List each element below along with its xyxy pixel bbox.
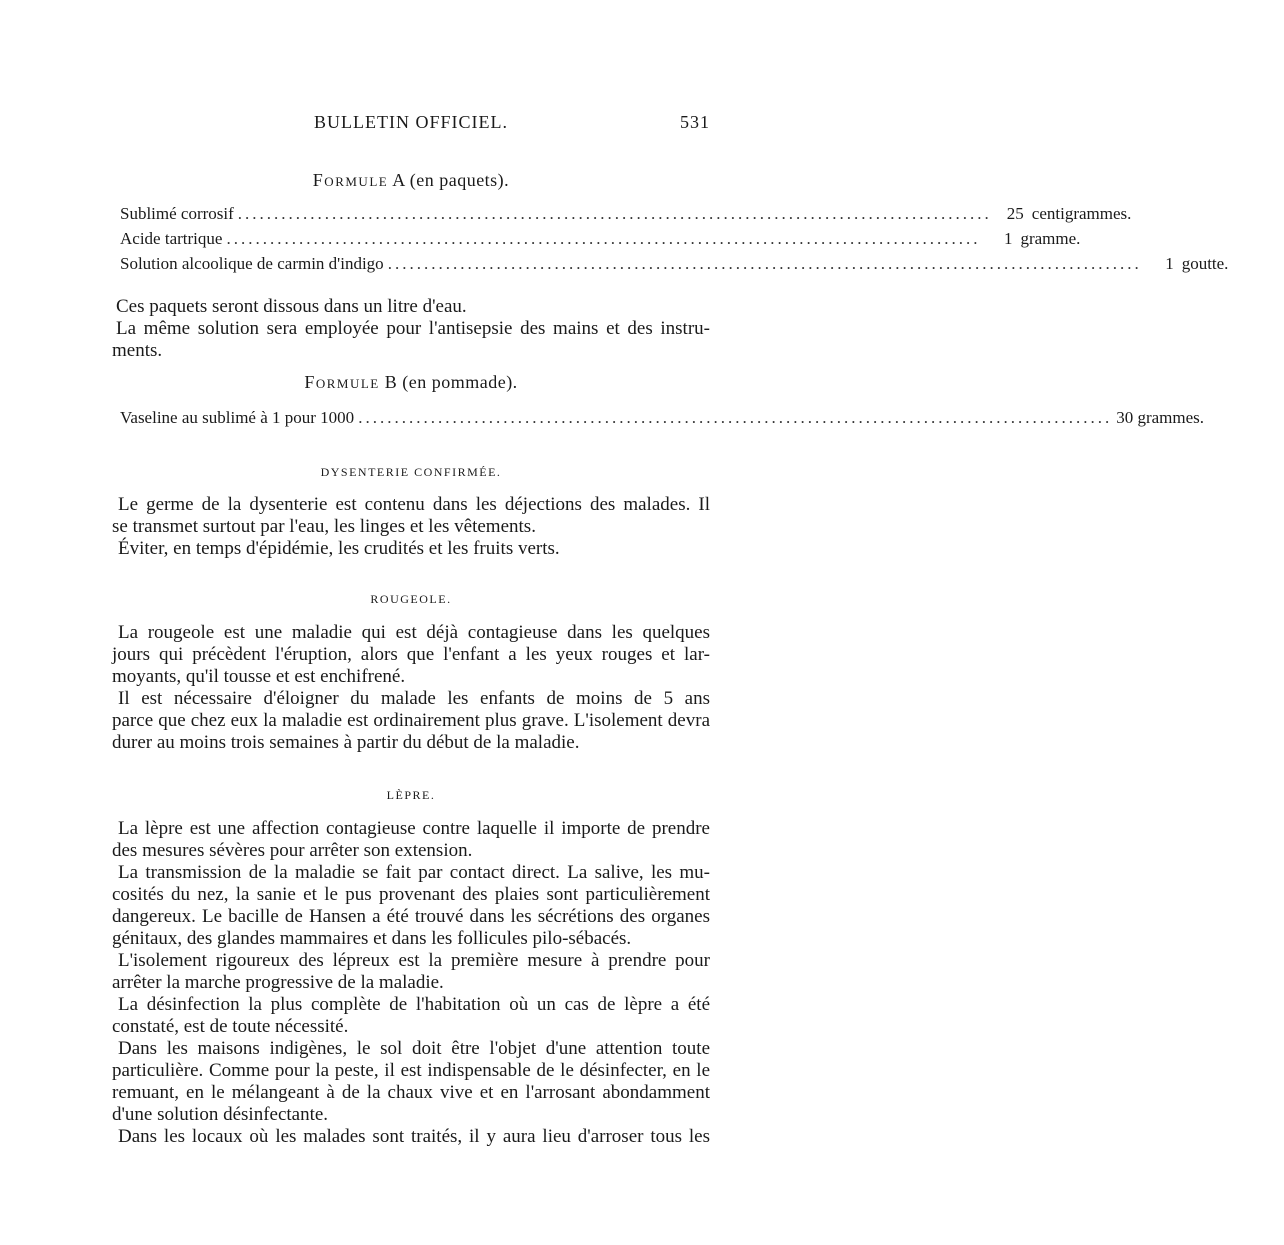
text-line: des mesures sévères pour arrêter son extension. [112, 840, 473, 861]
dot-leader: ........................................................................................................ [358, 408, 1113, 427]
text-line: moyants, qu'il tousse et est enchifrené. [112, 666, 406, 687]
text-line: Éviter, en temps d'épidémie, les crudités et les fruits verts. [118, 538, 560, 559]
text-line: Le germe de la dysenterie est contenu dans les déjections des malades. Il [118, 494, 710, 515]
text-line: L'isolement rigoureux des lépreux est la première mesure à prendre pour [118, 950, 710, 971]
formula-b-heading: Formule B (en pommade). [304, 372, 518, 392]
paragraph-lepre [112, 818, 710, 1148]
text-line: La lèpre est une affection contagieuse contre laquelle il importe de prendre [118, 818, 710, 839]
text-line: cosités du nez, la sanie et le pus provenant des plaies sont particulièrement [112, 884, 710, 905]
text-line: durer au moins trois semaines à partir du début de la maladie. [112, 732, 580, 753]
text-line: Ces paquets seront dissous dans un litre d'eau. [116, 296, 467, 317]
ingredient-label: Sublimé corrosif [120, 204, 234, 223]
ingredient-label: Solution alcoolique de carmin d'indigo [120, 254, 384, 273]
ingredient-quantity: 1 [1165, 254, 1174, 273]
text-line: ments. [112, 340, 163, 361]
ingredient-unit: centigrammes. [1031, 204, 1132, 223]
formula-a-row [120, 204, 1132, 226]
text-line: La même solution sera employée pour l'antisepsie des mains et des instru- [116, 318, 710, 339]
text-line: La transmission de la maladie se fait par contact direct. La salive, les mu- [118, 862, 710, 883]
formula-a-heading: Formule A (en paquets). [312, 170, 510, 190]
text-line: constaté, est de toute nécessité. [112, 1016, 349, 1037]
ingredient-unit: goutte. [1181, 254, 1229, 273]
text-line: parce que chez eux la maladie est ordinairement plus grave. L'isolement devra [112, 710, 710, 731]
text-line: remuant, en le mélangeant à de la chaux vive et en l'arrosant abondamment [112, 1082, 710, 1103]
header-title: BULLETIN OFFICIEL. [314, 112, 508, 132]
text-line: Dans les locaux où les malades sont traités, il y aura lieu d'arroser tous les [118, 1126, 710, 1147]
running-header [112, 112, 710, 136]
section-title-lepre: LÈPRE. [386, 788, 436, 802]
page-number: 531 [680, 112, 710, 132]
text-line: La désinfection la plus complète de l'habitation où un cas de lèpre a été [118, 994, 710, 1015]
text-line: particulière. Comme pour la peste, il est indispensable de le désinfecter, en le [112, 1060, 710, 1081]
formula-a-row [120, 254, 1229, 276]
text-line: se transmet surtout par l'eau, les linges et les vêtements. [112, 516, 536, 537]
dot-leader: ........................................................................................................ [387, 254, 1142, 273]
ingredient-quantity: 25 [1006, 204, 1024, 223]
text-line: génitaux, des glandes mammaires et dans les follicules pilo-sébacés. [112, 928, 632, 949]
text-line: arrêter la marche progressive de la maladie. [112, 972, 444, 993]
paragraph-paquets [112, 296, 710, 362]
text-line: dangereux. Le bacille de Hansen a été trouvé dans les sécrétions des organes [112, 906, 710, 927]
text-line: Dans les maisons indigènes, le sol doit être l'objet d'une attention toute [118, 1038, 710, 1059]
ingredient-unit: gramme. [1020, 229, 1081, 248]
formula-a-row [120, 229, 1081, 251]
dot-leader: ........................................................................................................ [226, 229, 981, 248]
text-line: La rougeole est une maladie qui est déjà contagieuse dans les quelques [118, 622, 710, 643]
text-line: Il est nécessaire d'éloigner du malade les enfants de moins de 5 ans [118, 688, 710, 709]
section-title-rougeole: ROUGEOLE. [370, 592, 452, 606]
paragraph-rougeole [112, 622, 710, 754]
formula-b-row [120, 408, 1205, 430]
ingredient-quantity: 30 grammes. [1116, 408, 1205, 427]
text-line: jours qui précèdent l'éruption, alors que l'enfant a les yeux rouges et lar- [112, 644, 710, 665]
text-line: d'une solution désinfectante. [112, 1104, 329, 1125]
section-title-dysenterie: DYSENTERIE CONFIRMÉE. [320, 465, 502, 479]
ingredient-quantity: 1 [1003, 229, 1013, 248]
ingredient-label: Vaseline au sublimé à 1 pour 1000 [120, 408, 355, 427]
ingredient-label: Acide tartrique [120, 229, 223, 248]
paragraph-dysenterie [112, 494, 710, 560]
dot-leader: ........................................................................................................ [237, 204, 992, 223]
